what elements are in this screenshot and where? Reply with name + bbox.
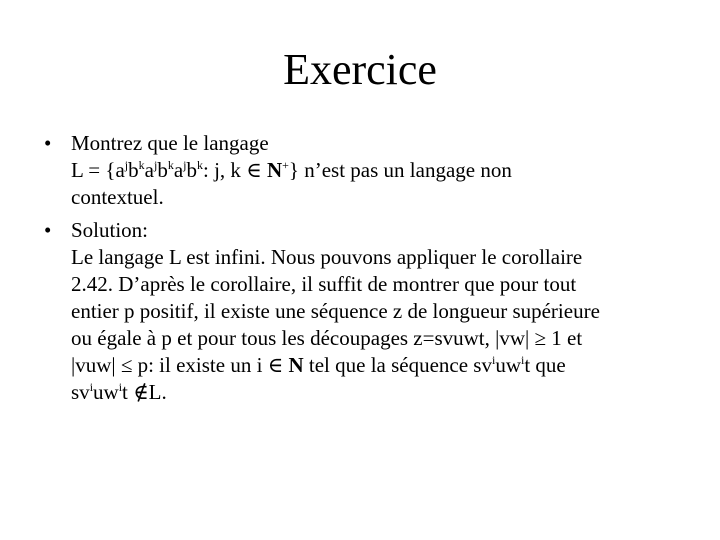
bullet-icon: •: [44, 131, 52, 155]
solution-line-4: ou égale à p et pour tous les découpages z=svuwt, |vw| ≥ 1 et: [71, 326, 583, 350]
exercise-line-1: Montrez que le langage: [71, 131, 269, 155]
solution-line-6: [71, 379, 694, 406]
exercise-line-2: [71, 157, 694, 184]
lang-rest: } n’est pas un langage non: [288, 158, 512, 182]
exercise-line-3: contextuel.: [71, 185, 164, 209]
b3: b: [186, 158, 197, 182]
lang-prefix: L = {a: [71, 158, 125, 182]
l6-part-b: uw: [93, 380, 119, 404]
l6-part-a: sv: [71, 380, 90, 404]
exp-i: i: [118, 380, 123, 394]
exp-k2: k: [167, 158, 174, 172]
set-n: N: [288, 353, 304, 377]
b1: b: [128, 158, 139, 182]
a2: a: [144, 158, 154, 182]
set-n: N: [266, 158, 283, 182]
exp-i: i: [521, 353, 525, 367]
exp-k1: k: [138, 158, 145, 172]
plus-sign: +: [282, 158, 289, 172]
slide-title: Exercice: [283, 45, 437, 94]
slide-content: [44, 130, 694, 412]
exp-j2: j: [153, 158, 158, 172]
exp-j1: j: [124, 158, 129, 172]
solution-line-2: 2.42. D’après le corollaire, il suffit de montrer que pour tout: [71, 272, 577, 296]
l6-part-c: t ∉L.: [122, 380, 167, 404]
l5-part-b: tel que la séquence sv: [303, 353, 492, 377]
exp-i: i: [89, 380, 94, 394]
l5-part-d: t que: [524, 353, 566, 377]
solution-line-3: entier p positif, il existe une séquence z de longueur supérieure: [71, 299, 600, 323]
exp-i: i: [491, 353, 496, 367]
condition: : j, k ∈: [202, 158, 267, 182]
l5-part-c: uw: [495, 353, 521, 377]
exp-j3: j: [183, 158, 187, 172]
l5-part-a: |vuw| ≤ p: il existe un i ∈: [71, 353, 289, 377]
b2: b: [157, 158, 168, 182]
solution-label: Solution:: [71, 218, 149, 242]
solution-line-1: Le langage L est infini. Nous pouvons appliquer le corollaire: [71, 245, 583, 269]
solution-line-5: [71, 352, 694, 379]
exp-k3: k: [196, 158, 203, 172]
bullet-item-exercise: [44, 130, 694, 211]
a3: a: [173, 158, 184, 182]
bullet-item-solution: [44, 217, 694, 406]
bullet-icon: •: [44, 218, 52, 242]
